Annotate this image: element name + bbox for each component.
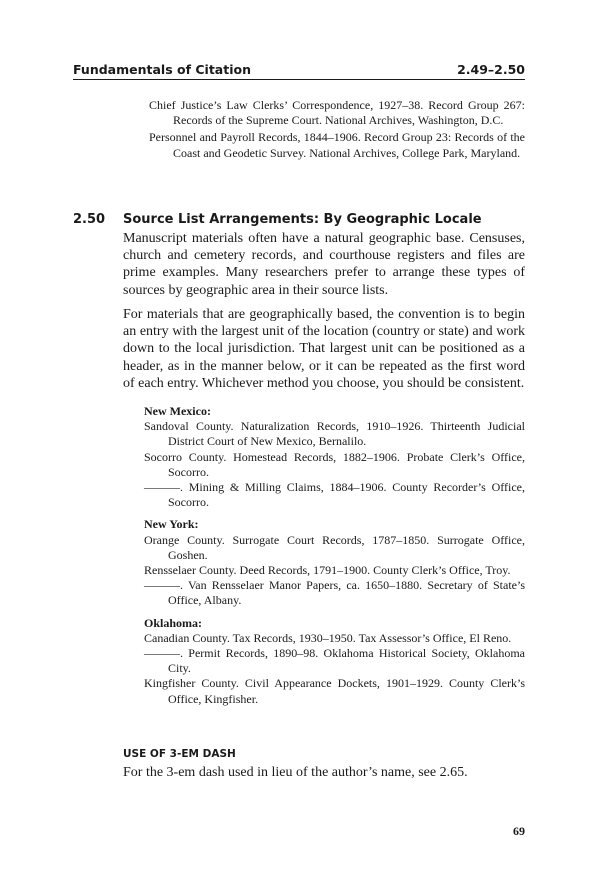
top-entries bbox=[149, 98, 525, 163]
section-number: 2.50 bbox=[73, 212, 106, 227]
list-item: Orange County. Surrogate Court Records, 1787–1850. Surrogate Office, Goshen. bbox=[144, 532, 525, 562]
list-item: Canadian County. Tax Records, 1930–1950. Tax Assessor’s Office, El Reno. bbox=[144, 630, 512, 645]
list-item: Kingfisher County. Civil Appearance Dockets, 1901–1929. County Clerk’s Office, Kingfisher. bbox=[144, 676, 525, 706]
list-item: Rensselaer County. Deed Records, 1791–1900. County Clerk’s Office, Troy. bbox=[144, 563, 511, 578]
group-oklahoma bbox=[144, 616, 525, 707]
group-heading: New Mexico: bbox=[144, 404, 211, 418]
paragraph-1: Manuscript materials often have a natural geographic base. Censuses, church and cemetery records, and courthouse registers and files are prime examples. Many researchers prefer to arrange these types of sources by geographic area in their source lists. bbox=[123, 231, 525, 298]
group-heading: New York: bbox=[144, 517, 199, 532]
subheading: USE OF 3-EM DASH bbox=[123, 748, 236, 760]
list-item: Chief Justice’s Law Clerks’ Correspondence, 1927–38. Record Group 267: Records of the Supreme Court. National Archives, Washington, D.C. bbox=[149, 98, 525, 128]
group-new-york bbox=[144, 517, 525, 608]
group-heading: Oklahoma: bbox=[144, 615, 203, 630]
list-item: Socorro County. Homestead Records, 1882–1906. Probate Clerk’s Office, Socorro. bbox=[144, 449, 525, 479]
list-item: ———. Permit Records, 1890–98. Oklahoma Historical Society, Oklahoma City. bbox=[144, 646, 525, 676]
list-item: Sandoval County. Naturalization Records, 1910–1926. Thirteenth Judicial District Court of New Mexico, Bernalilo. bbox=[144, 419, 525, 449]
geographic-list bbox=[144, 404, 525, 714]
section-title: Source List Arrangements: By Geographic Locale bbox=[123, 212, 482, 227]
group-new-mexico bbox=[144, 404, 525, 510]
running-header bbox=[73, 61, 525, 80]
section-range: 2.49–2.50 bbox=[457, 62, 525, 77]
list-item: ———. Mining & Milling Claims, 1884–1906. County Recorder’s Office, Socorro. bbox=[144, 480, 525, 510]
page-number: 69 bbox=[513, 824, 525, 838]
chapter-title: Fundamentals of Citation bbox=[73, 62, 251, 77]
list-item: ———. Van Rensselaer Manor Papers, ca. 1650–1880. Secretary of State’s Office, Albany. bbox=[144, 578, 525, 608]
paragraph-3: For the 3-em dash used in lieu of the author’s name, see 2.65. bbox=[123, 765, 468, 780]
paragraph-2: For materials that are geographically based, the convention is to begin an entry with the largest unit of the location (country or state) and work down to the local jurisdiction. That largest unit can be positioned as a header, as in the manner below, or it can be repeated as the first word of each entry. Whichever method you choose, you should be consistent. bbox=[123, 307, 525, 391]
list-item: Personnel and Payroll Records, 1844–1906. Record Group 23: Records of the Coast and Geodetic Survey. National Archives, College Park, Maryland. bbox=[149, 130, 525, 160]
